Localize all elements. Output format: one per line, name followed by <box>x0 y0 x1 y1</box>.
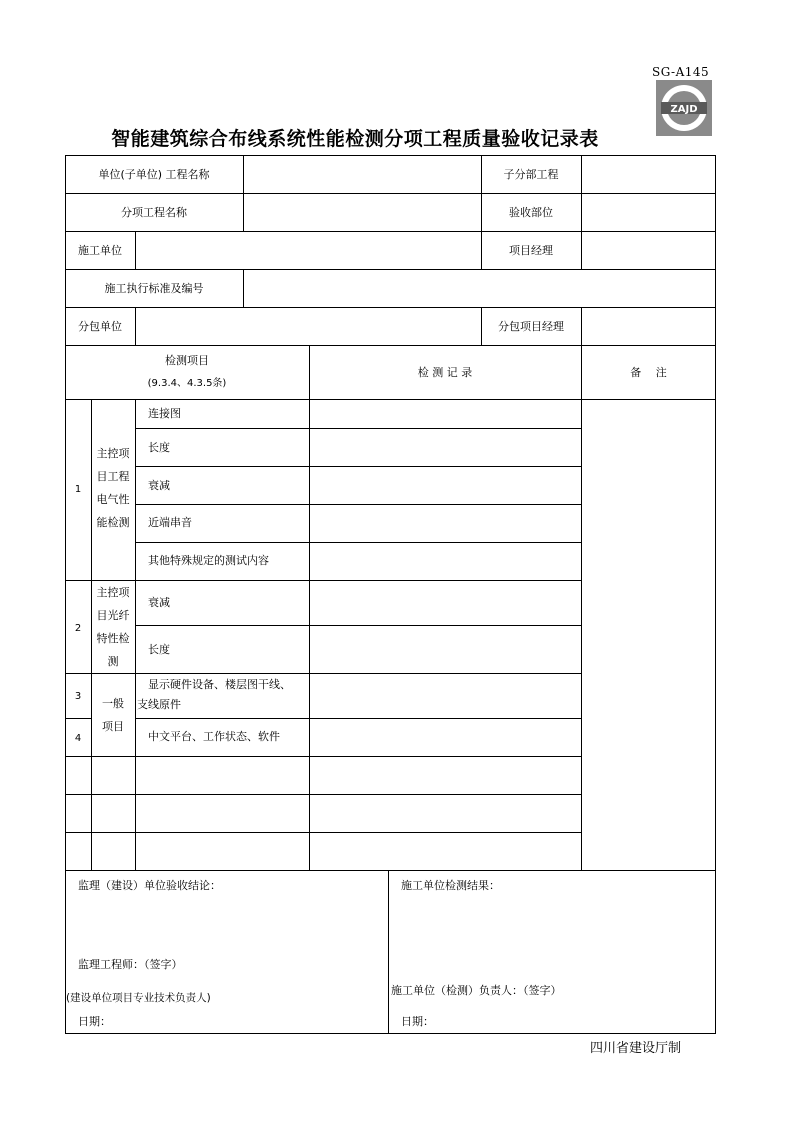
group-2-line-4: 测 <box>107 655 119 668</box>
group-2-line-2: 目光纤 <box>96 609 130 622</box>
item-display-line-2: 支线原件 <box>137 698 181 711</box>
supervisor-sign-label: 监理工程师：（签字） <box>78 958 183 971</box>
sub-pm-label: 分包项目经理 <box>498 320 564 333</box>
general-items-line-2: 项目 <box>102 720 124 733</box>
item-column-title: 检测项目 <box>165 354 209 367</box>
unit-project-label: 单位(子单位) 工程名称 <box>98 168 210 181</box>
owner-tech-label: (建设单位项目专业技术负责人) <box>66 992 211 1004</box>
sub-item-label: 分项工程名称 <box>121 206 187 219</box>
item-wiring: 连接图 <box>148 407 181 420</box>
date-right-label: 日期： <box>401 1015 434 1028</box>
construction-sign-label: 施工单位（检测）负责人：（签字） <box>391 984 562 997</box>
subcontractor-label: 分包单位 <box>78 320 122 333</box>
item-length: 长度 <box>148 441 170 454</box>
record-column-title: 检 测 记 录 <box>417 366 473 379</box>
group-2-line-1: 主控项 <box>96 586 130 599</box>
group-4-number: 4 <box>74 733 82 744</box>
standard-label: 施工执行标准及编号 <box>104 282 204 295</box>
item-chinese-platform: 中文平台、工作状态、软件 <box>148 730 280 743</box>
item-column-ref: (9.3.4、4.3.5条) <box>147 378 227 389</box>
acceptance-part-label: 验收部位 <box>509 206 553 219</box>
item-fiber-attenuation: 衰减 <box>148 596 170 609</box>
item-display-line-1: 显示硬件设备、楼层图干线、 <box>148 678 291 691</box>
group-1-line-2: 目工程 <box>96 470 130 483</box>
group-3-number: 3 <box>74 691 82 702</box>
sub-division-label: 子分部工程 <box>503 168 559 181</box>
item-next: 近端串音 <box>148 516 192 529</box>
group-1-number: 1 <box>74 484 82 495</box>
construction-unit-label: 施工单位 <box>78 244 122 257</box>
date-left-label: 日期： <box>78 1015 111 1028</box>
group-1-line-3: 电气性 <box>96 493 130 506</box>
item-fiber-length: 长度 <box>148 643 170 656</box>
supervision-conclusion-label: 监理（建设）单位验收结论： <box>78 879 221 892</box>
form-code: SG-A145 <box>652 65 710 79</box>
logo-text: ZAJD <box>670 104 698 115</box>
project-manager-label: 项目经理 <box>509 244 553 257</box>
item-other: 其他特殊规定的测试内容 <box>148 554 269 567</box>
general-items-line-1: 一般 <box>102 697 124 710</box>
footer-issuer: 四川省建设厅制 <box>590 1041 682 1056</box>
form-title: 智能建筑综合布线系统性能检测分项工程质量验收记录表 <box>111 128 599 150</box>
note-column-title: 备 注 <box>630 366 667 379</box>
group-1-line-4: 能检测 <box>96 516 130 529</box>
group-2-line-3: 特性检 <box>96 632 130 645</box>
construction-result-label: 施工单位检测结果： <box>401 879 500 892</box>
item-attenuation: 衰减 <box>148 479 170 492</box>
group-1-line-1: 主控项 <box>96 447 130 460</box>
group-2-number: 2 <box>74 623 82 634</box>
